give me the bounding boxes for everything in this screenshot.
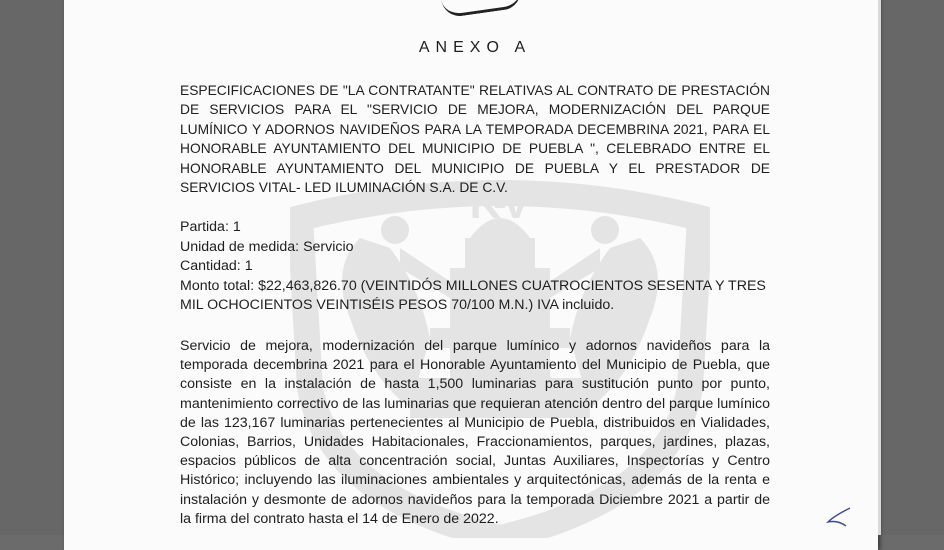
partida-value: 1 <box>232 219 241 235</box>
handwritten-mark <box>826 506 854 528</box>
partida-label: Partida: <box>180 219 229 235</box>
cantidad-value: 1 <box>244 258 253 274</box>
item-details <box>180 218 770 316</box>
service-description: Servicio de mejora, modernización del parque lumínico y adornos navideños para la temporada decembrina 2021 para el Honorable Ayuntamiento del Municipio de Puebla, que consiste en la instalación de hasta 1,500 luminarias para sustitución punto por punto, mantenimiento correctivo de las luminarias que requieran atención dentro del parque lumínico de las 123,167 luminarias pertenecientes al Municipio de Puebla, distribuidos en Vialidades, Colonias, Barrios, Unidades Habitacionales, Fraccionamientos, parques, jardines, plazas, espacios públicos de alta concentración social, Juntas Auxiliares, Inspectorías y Centro Histórico; incluyendo las iluminaciones ambientales y arquitectónicas, además de la renta e instalación y desmonte de adornos navideños para la temporada Diciembre 2021 a partir de la firma del contrato hasta el 14 de Enero de 2022. <box>180 338 770 527</box>
monto-row <box>180 277 770 316</box>
partida-row <box>180 218 770 238</box>
cantidad-row <box>180 257 770 277</box>
watermark-letters: KV <box>469 179 531 228</box>
unidad-row <box>180 238 770 258</box>
specifications-heading: ESPECIFICACIONES DE "LA CONTRATANTE" RELATIVAS AL CONTRATO DE PRESTACIÓN DE SERVICIOS PARA EL "SERVICIO DE MEJORA, MODERNIZACIÓN DEL PARQUE LUMÍNICO Y ADORNOS NAVIDEÑOS PARA LA TEMPORADA DECEMBRINA 2021, PARA EL HONORABLE AYUNTAMIENTO DEL MUNICIPIO DE PUEBLA ", CELEBRADO ENTRE EL HONORABLE AYUNTAMIENTO DEL MUNICIPIO DE PUEBLA Y EL PRESTADOR DE SERVICIOS VITAL- LED ILUMINACIÓN S.A. DE C.V. <box>180 83 770 196</box>
monto-value: $22,463,826.70 (VEINTIDÓS MILLONES CUATROCIENTOS SESENTA Y TRES MIL OCHOCIENTOS VEINTISÉIS PESOS 70/100 M.N.) IVA incluido. <box>180 277 766 313</box>
unidad-value: Servicio <box>303 238 354 255</box>
monto-label: Monto total: <box>180 277 255 294</box>
page-edge <box>878 0 881 535</box>
unidad-label: Unidad de medida: <box>180 238 300 255</box>
cantidad-label: Cantidad: <box>180 258 241 274</box>
annex-title: ANEXO A <box>418 39 532 56</box>
